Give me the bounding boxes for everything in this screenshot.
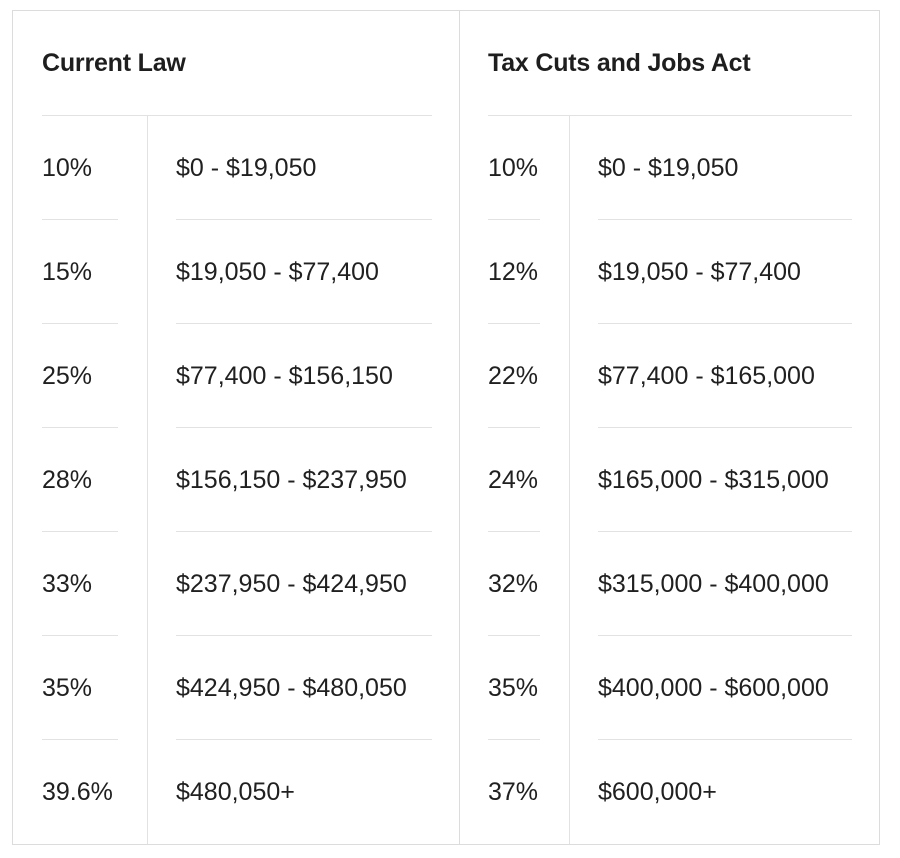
tax-rate-cell: 33% [42,570,93,598]
income-range-cell: $19,050 - $77,400 [176,258,379,286]
income-range-cell: $77,400 - $165,000 [598,362,815,390]
table-row [460,428,881,532]
income-range-cell: $19,050 - $77,400 [598,258,801,286]
tax-rate-cell: 15% [42,258,93,286]
table-row [13,324,459,428]
tax-rate-cell: 24% [488,466,539,494]
income-range-cell: $0 - $19,050 [176,154,317,182]
tax-rate-cell: 35% [42,674,93,702]
income-range-cell: $315,000 - $400,000 [598,570,829,598]
current-law-title: Current Law [42,49,186,77]
table-row [13,532,459,636]
table-row [460,324,881,428]
tcja-panel [459,11,881,844]
table-row [13,740,459,844]
income-range-cell: $77,400 - $156,150 [176,362,393,390]
table-row [460,636,881,740]
table-row [460,220,881,324]
tax-rate-cell: 12% [488,258,539,286]
table-row [13,428,459,532]
tax-rate-cell: 35% [488,674,539,702]
income-range-cell: $424,950 - $480,050 [176,674,407,702]
tax-bracket-comparison-table [12,10,880,845]
income-range-cell: $156,150 - $237,950 [176,466,407,494]
income-range-cell: $400,000 - $600,000 [598,674,829,702]
current-law-panel [13,11,459,844]
tax-rate-cell: 39.6% [42,778,113,806]
income-range-cell: $600,000+ [598,778,717,806]
income-range-cell: $0 - $19,050 [598,154,739,182]
tax-rate-cell: 25% [42,362,93,390]
table-row [13,636,459,740]
table-row [460,116,881,220]
tcja-title: Tax Cuts and Jobs Act [488,49,751,77]
tax-rate-cell: 10% [488,154,539,182]
tax-rate-cell: 28% [42,466,93,494]
table-row [460,532,881,636]
table-row [460,740,881,844]
tax-rate-cell: 37% [488,778,539,806]
tax-rate-cell: 22% [488,362,539,390]
income-range-cell: $237,950 - $424,950 [176,570,407,598]
table-row [13,116,459,220]
income-range-cell: $165,000 - $315,000 [598,466,829,494]
table-row [13,220,459,324]
tax-rate-cell: 10% [42,154,93,182]
income-range-cell: $480,050+ [176,778,295,806]
tax-rate-cell: 32% [488,570,539,598]
